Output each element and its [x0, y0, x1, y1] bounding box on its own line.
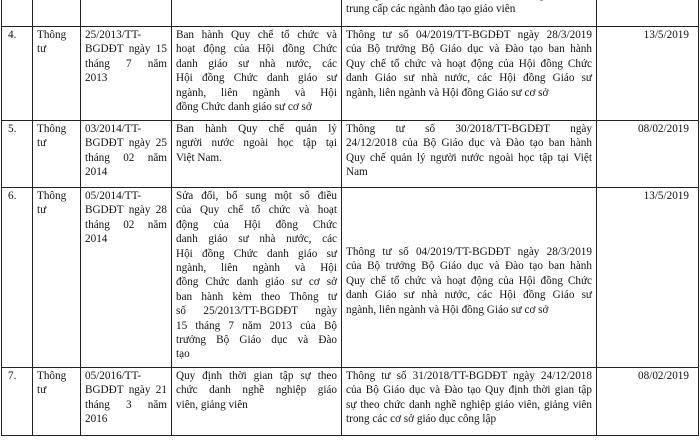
doc-number — [81, 188, 172, 368]
table-row — [2, 368, 699, 436]
text-line: 05/2016/TT- — [85, 370, 142, 382]
text-line: 2013 — [85, 72, 108, 85]
cell-no — [2, 0, 33, 27]
cell-title — [172, 0, 342, 27]
text-line: 03/2014/TT- — [85, 123, 142, 135]
text-line: 24/12/2018 của Bộ Giáo dục và Đào tạo ban hành — [346, 137, 592, 150]
effective-date: 08/02/2019 — [597, 368, 699, 436]
text-line: ngành, liên ngành và Hội đồng Giáo sư cơ sở — [346, 86, 549, 99]
text-line: 25/2013/TT- — [85, 29, 142, 41]
row-number: 6. — [2, 188, 33, 368]
doc-number — [81, 27, 172, 121]
table-row — [2, 27, 699, 121]
regulation-table — [1, 0, 699, 436]
text-line: của Bộ trưởng Bộ Giáo dục và Đào tạo ban hành — [346, 260, 592, 273]
text-line: đồng Chức danh giáo sư cơ sở — [176, 276, 337, 289]
text-line: BGDĐT ngày 21 — [85, 384, 167, 397]
doc-number — [81, 121, 172, 188]
text-line: Ban hành Quy chế tổ chức và — [176, 29, 337, 41]
cell-date — [597, 0, 699, 27]
text-line: Quy định thời gian tập sự theo — [176, 370, 337, 382]
text-line: Quy chế quản lý người nước ngoài học tập tại Việt — [346, 151, 592, 164]
text-line: ngành, liên ngành và Hội — [176, 86, 337, 99]
text-line: tháng 7 năm — [85, 57, 167, 70]
text-line: của Quy chế tổ chức và hoạt — [176, 204, 337, 217]
text-line: sự theo chức danh nghề nghiệp giáo viên, giảng viên — [346, 398, 592, 411]
text-line: chức danh nghề nghiệp giáo — [176, 384, 337, 397]
doc-type: Thông tư — [33, 121, 81, 188]
doc-type: Thông tư — [33, 188, 81, 368]
text-line: Quy chế tổ chức và hoạt động của Hội đồng Chức — [346, 274, 592, 287]
effective-date: 13/5/2019 — [597, 188, 699, 368]
doc-title — [172, 27, 342, 121]
text-line: Ban hành Quy chế quản lý — [176, 123, 337, 135]
text-line: tháng 02 năm — [85, 218, 167, 231]
effective-date: 13/5/2019 — [597, 27, 699, 121]
text-line: Thông tư số 04/2019/TT-BGDĐT ngày 28/3/2019 — [346, 29, 592, 41]
text-line: 2014 — [85, 166, 108, 179]
replacing-doc — [342, 188, 597, 368]
text-line: Thông tư số 31/2018/TT-BGDĐT ngày 24/12/2018 — [346, 370, 592, 382]
doc-title — [172, 368, 342, 436]
text-line: người nước ngoài học tập tại — [176, 137, 337, 150]
text-line: của Bộ Giáo dục và Đào tạo Quy định thời gian tập — [346, 384, 592, 397]
text-line: danh Giáo sư nhà nước, các Hội đồng Giáo sư — [346, 72, 592, 85]
row-number: 5. — [2, 121, 33, 188]
table-row — [2, 0, 699, 27]
text-line: 2016 — [85, 413, 108, 426]
replacing-doc — [342, 368, 597, 436]
doc-type: Thông tư — [33, 368, 81, 436]
text-line: số 25/2013/TT-BGDĐT ngày — [176, 305, 337, 318]
text-line: Việt Nam. — [176, 151, 222, 164]
text-line: động của Hội đồng Chức — [176, 218, 337, 231]
doc-number — [81, 368, 172, 436]
text-line: tháng 3 năm — [85, 398, 167, 411]
text-line: của Bộ trưởng Bộ Giáo dục và Đào tạo ban hành — [346, 43, 592, 56]
cell-doc — [81, 0, 172, 27]
text-line: Hội đồng Chức danh giáo sư — [176, 72, 337, 85]
text-line: 2014 — [85, 233, 108, 246]
table-row — [2, 188, 699, 368]
text-line: danh giáo sư nhà nước, các — [176, 57, 337, 70]
replacing-doc — [342, 121, 597, 188]
text-line: tạo — [176, 348, 190, 361]
row-number: 7. — [2, 368, 33, 436]
effective-date: 08/02/2019 — [597, 121, 699, 188]
text-line: hoạt động của Hội đồng Chức — [176, 43, 337, 56]
text-line: BGDĐT ngày 28 — [85, 204, 167, 217]
doc-title — [172, 188, 342, 368]
doc-type: Thông tư — [33, 27, 81, 121]
text-line: 15 tháng 7 năm 2013 của Bộ — [176, 319, 337, 332]
text-line: Thông tư số 30/2018/TT-BGDĐT ngày — [346, 123, 592, 135]
text-line: ngành, liên ngành và Hội đồng Giáo sư cơ sở — [346, 303, 549, 316]
blank-space — [346, 189, 592, 245]
text-line: BGDĐT ngày 25 — [85, 137, 167, 150]
text-line: Hội đồng Chức danh giáo sư — [176, 247, 337, 260]
table-row — [2, 121, 699, 188]
text-line: Quy chế tổ chức và hoạt động của Hội đồng Chức — [346, 57, 592, 70]
text-line: viên, giảng viên — [176, 398, 248, 411]
cell-type — [33, 0, 81, 27]
text-line: Nam — [346, 166, 368, 179]
text-line: đồng Chức danh giáo sư cơ sở — [176, 101, 312, 114]
cell-replacing — [342, 0, 597, 27]
text-line: BGDĐT ngày 15 — [85, 43, 167, 56]
text-line: trung cấp các ngành đào tạo giáo viên — [346, 3, 516, 16]
text-line: ban hành kèm theo Thông tư — [176, 290, 337, 303]
text-line: trưởng Bộ Giáo dục và Đào — [176, 334, 337, 347]
text-line: Thông tư số 04/2019/TT-BGDĐT ngày 28/3/2019 — [346, 246, 592, 258]
text-line: danh Giáo sư nhà nước, các Hội đồng Giáo sư — [346, 289, 592, 302]
text-line: 05/2014/TT- — [85, 190, 142, 202]
text-line: ngành, liên ngành và Hội — [176, 262, 337, 275]
text-line: danh giáo sư nhà nước, các — [176, 233, 337, 246]
text-line: trong các cơ sở giáo dục công lập — [346, 413, 497, 426]
text-line: Sửa đổi, bổ sung một số điều — [176, 190, 337, 202]
doc-title — [172, 121, 342, 188]
replacing-doc — [342, 27, 597, 121]
text-line: tháng 02 năm — [85, 151, 167, 164]
row-number: 4. — [2, 27, 33, 121]
